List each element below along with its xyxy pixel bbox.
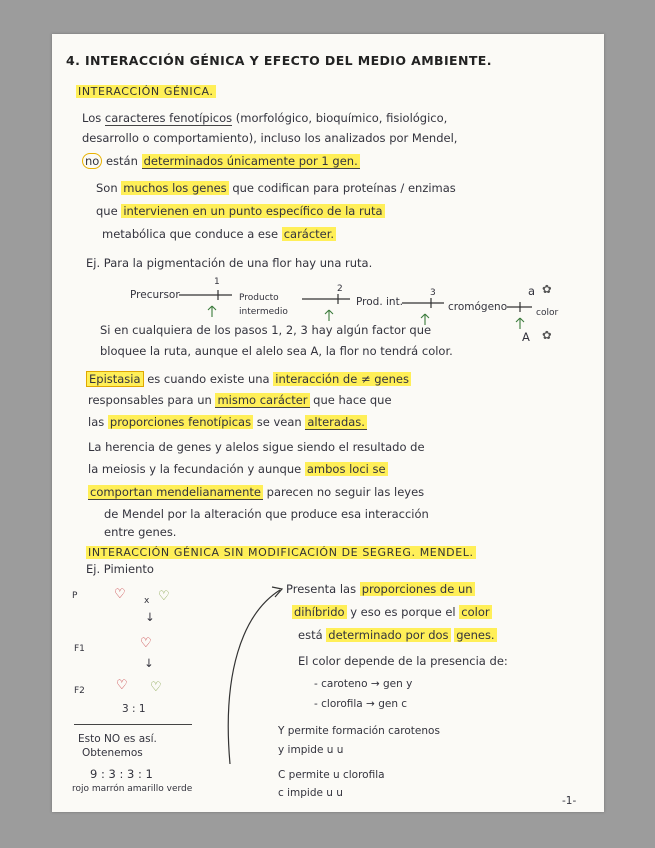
paragraph4-line2: la meiosis y la fecundación y aunque ambos loci se [88,462,386,476]
right-line9: C permite u clorofila [278,769,385,781]
pathway-color: color [536,308,559,318]
generation-f1-label: F1 [74,644,85,654]
cross-x: x [144,596,150,606]
pepper-f1-icon: ♡ [140,636,152,651]
pathway-precursor: Precursor [130,289,180,301]
expected-ratio: 3 : 1 [122,703,146,715]
step-1-number: 1 [214,277,220,287]
pepper-f2-red-icon: ♡ [116,678,128,693]
paragraph3-line2: bloquee la ruta, aunque el alelo sea A, la flor no tendrá color. [100,344,453,358]
pathway-arrows [52,34,604,812]
right-line3: está determinado por dos genes. [298,628,495,642]
right-line5: - caroteno → gen y [314,678,413,690]
generation-p-label: P [72,591,78,601]
paragraph2-line3: metabólica que conduce a ese carácter. [102,227,335,241]
right-line8: y impide u u [278,744,344,756]
pathway-producto-intermedio: Producto intermedio [239,293,288,317]
paragraph1-line2: desarrollo o comportamiento), incluso los analizados por Mendel, [82,131,458,145]
epistasis-line3: las proporciones fenotípicas se vean alteradas. [88,415,365,429]
generation-f2-label: F2 [74,686,85,696]
pepper-f2-green-icon: ♡ [150,680,162,695]
right-line4: El color depende de la presencia de: [298,654,508,668]
note-obtain: Obtenemos [82,747,143,759]
allele-A-label: A [522,330,530,344]
paragraph4-line5: entre genes. [104,525,177,539]
arrow-down-icon-2: ↓ [144,656,154,670]
right-line1: Presenta las proporciones de un [286,582,473,596]
color-names: rojo marrón amarillo verde [72,784,193,794]
observed-ratio: 9 : 3 : 3 : 1 [90,767,153,781]
paragraph4-line1: La herencia de genes y alelos sigue siendo el resultado de [88,440,425,454]
page-title: 4. INTERACCIÓN GÉNICA Y EFECTO DEL MEDIO AMBIENTE. [66,53,492,68]
right-line7: Y permite formación carotenos [278,725,440,737]
notebook-page [52,34,604,812]
example-pimiento: Ej. Pimiento [86,562,154,576]
paragraph1-line1: Los caracteres fenotípicos (morfológico, bioquímico, fisiológico, [82,111,448,125]
epistasis-term: Epistasia [86,371,144,387]
note-not-so: Esto NO es así. [78,733,157,745]
flower-colored-icon: ✿ [542,328,552,342]
example-flower-pathway: Ej. Para la pigmentación de una flor hay una ruta. [86,256,373,270]
epistasis-line2: responsables para un mismo carácter que hace que [88,393,392,407]
pepper-green-icon: ♡ [158,589,170,604]
paragraph2-line1: Son muchos los genes que codifican para proteínas / enzimas [96,181,456,195]
section-heading-sin-modificacion: INTERACCIÓN GÉNICA SIN MODIFICACIÓN DE SEGREG. MENDEL. [88,546,474,559]
right-line10: c impide u u [278,787,343,799]
step-3-number: 3 [430,288,436,298]
paragraph1-line3: no están determinados únicamente por 1 gen. [82,154,360,168]
paragraph4-line4: de Mendel por la alteración que produce esa interacción [104,507,429,521]
flower-white-icon: ✿ [542,282,552,296]
page-number: -1- [562,795,577,807]
arrow-down-icon: ↓ [145,610,155,624]
paragraph2-line2: que intervienen en un punto específico de la ruta [96,204,383,218]
right-line2: dihíbrido y eso es porque el color [294,605,490,619]
pathway-producto-intermedio-2: Prod. int. [356,296,404,308]
epistasis-line1: Epistasia es cuando existe una interacción de ≠ genes [86,372,411,386]
section-heading-interaccion-genica: INTERACCIÓN GÉNICA. [78,85,214,98]
allele-a-label: a [528,284,536,298]
right-line6: - clorofila → gen c [314,698,408,710]
paragraph4-line3: comportan mendelianamente parecen no seguir las leyes [90,485,425,499]
step-2-number: 2 [337,284,343,294]
paragraph3-line1: Si en cualquiera de los pasos 1, 2, 3 hay algún factor que [100,323,432,337]
pathway-cromogeno: cromógeno [448,301,508,313]
pepper-red-icon: ♡ [114,587,126,602]
